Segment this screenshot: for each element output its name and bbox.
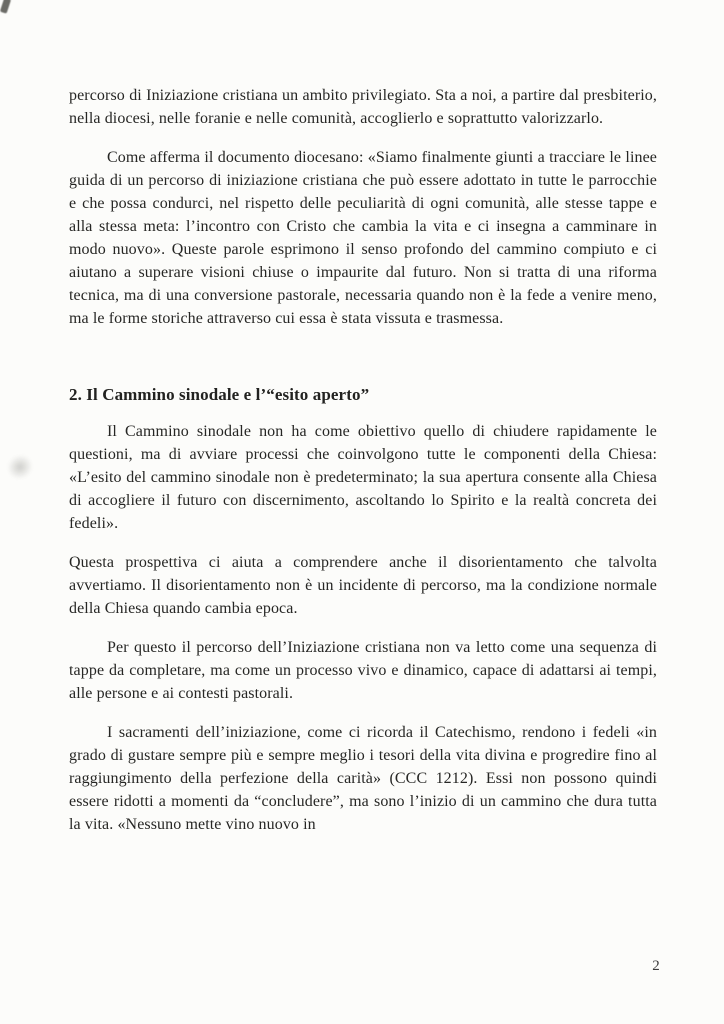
body-paragraph: percorso di Iniziazione cristiana un ambito privilegiato. Sta a noi, a partire dal presbiterio, nella diocesi, nelle foranie e nelle comunità, accoglierlo e soprattutto valorizzarlo. — [69, 87, 657, 127]
body-paragraph: Questa prospettiva ci aiuta a comprendere anche il disorientamento che talvolta avvertiamo. Il disorientamento non è un incidente di percorso, ma la condizione normale della Chiesa quando cambia epoca. — [69, 554, 657, 617]
body-paragraph: Come afferma il documento diocesano: «Siamo finalmente giunti a tracciare le linee guida di un percorso di iniziazione cristiana che può essere adottato in tutte le parrocchie e che possa condurci, nel rispetto delle peculiarità di ogni comunità, alle stesse tappe e alla stessa meta: l’incontro con Cristo che cambia la vita e ci insegna a camminare in modo nuovo». Queste parole esprimono il senso profondo del cammino compiuto e ci aiutano a superare visioni chiuse o impaurite dal futuro. Non si tratta di una riforma tecnica, ma di una conversione pastorale, necessaria quando non è la fede a venire meno, ma le forme storiche attraverso cui essa è stata vissuta e trasmessa. — [69, 149, 657, 327]
scan-artifact-corner — [0, 0, 11, 14]
body-paragraph: Per questo il percorso dell’Iniziazione cristiana non va letto come una sequenza di tappe da completare, ma come un processo vivo e dinamico, capace di adattarsi ai tempi, alle persone e ai contesti pastorali. — [69, 639, 657, 702]
body-paragraph: Il Cammino sinodale non ha come obiettivo quello di chiudere rapidamente le questioni, ma di avviare processi che coinvolgono tutte le componenti della Chiesa: «L’esito del cammino sinodale non è predeterminato; la sua apertura consente alla Chiesa di accogliere il futuro con discernimento, ascoltando lo Spirito e la realtà concreta dei fedeli». — [69, 423, 657, 532]
body-paragraph: I sacramenti dell’iniziazione, come ci ricorda il Catechismo, rendono i fedeli «in grado di gustare sempre più e sempre meglio i tesori della vita divina e progredire fino al raggiungimento della perfezione della carità» (CCC 1212). Essi non possono quindi essere ridotti a momenti da “concludere”, ma sono l’inizio di un cammino che dura tutta la vita. «Nessuno mette vino nuovo in — [69, 724, 657, 833]
section-heading: 2. Il Cammino sinodale e l’“esito aperto” — [69, 385, 370, 404]
text-block — [69, 84, 657, 852]
page-number: 2 — [652, 958, 660, 974]
scan-artifact-smudge — [3, 450, 38, 484]
